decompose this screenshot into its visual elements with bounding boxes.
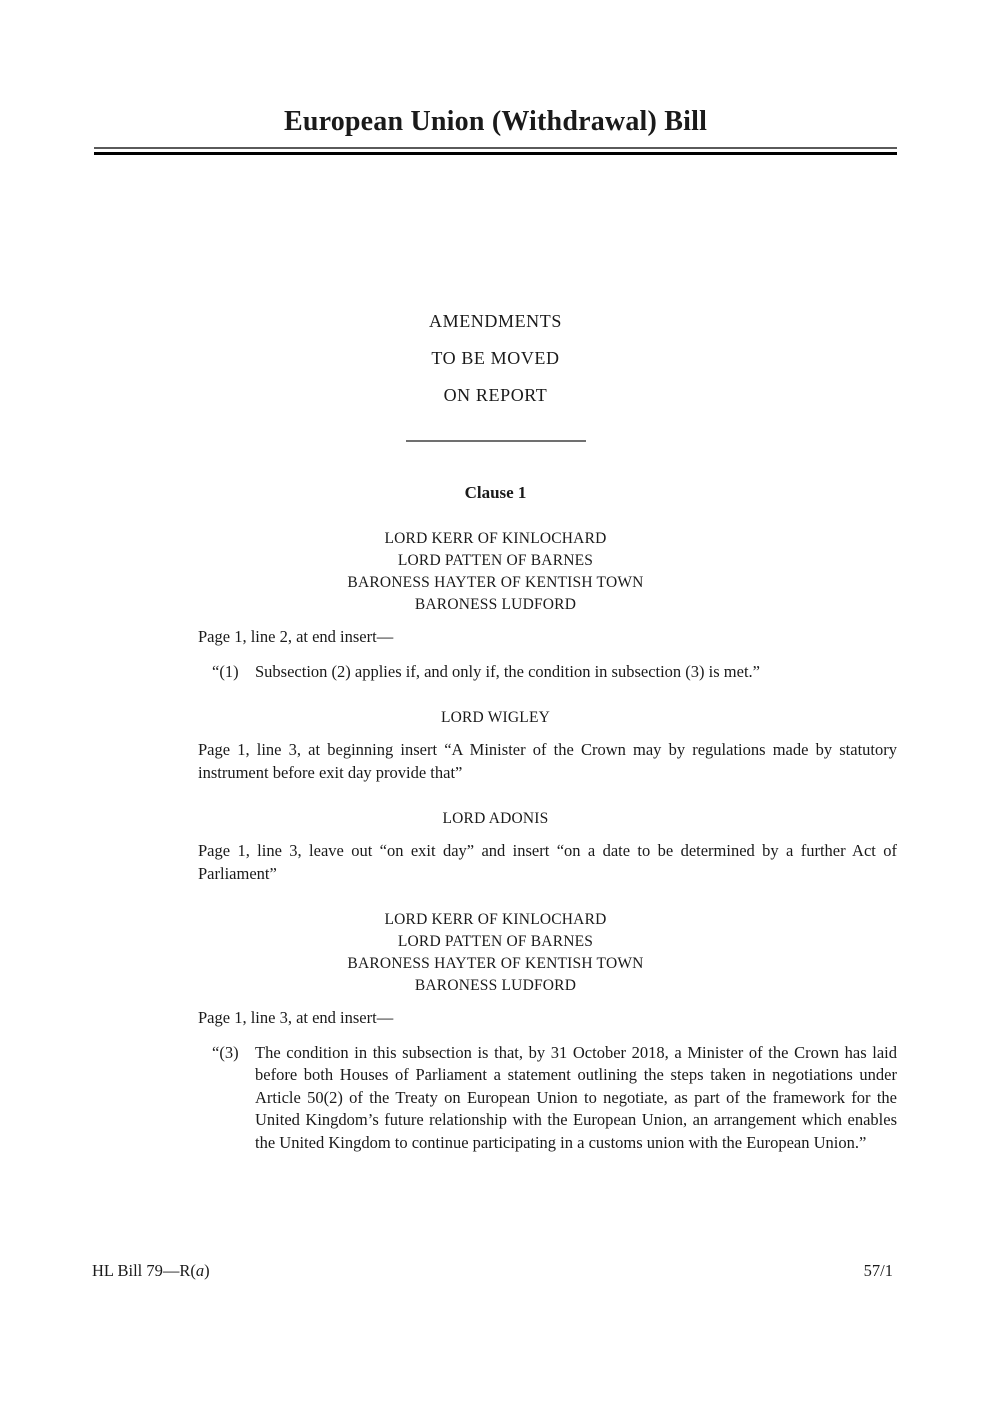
subsection-number: “(3)	[212, 1042, 239, 1062]
amendment-instruction: Page 1, line 2, at end insert—	[198, 627, 394, 646]
subsection-text: The condition in this subsection is that, by 31 October 2018, a Minister of the Crown has laid before both Houses of Parliament a statement outlining the steps taken in negotiations under Article 50(2) of the Treaty on European Union to negotiate, as part of the framework for the United Kingdom’s future relationship with the European Union, an arrangement which enables the United Kingdom to continue participating in a customs union with the European Union.”	[255, 1042, 897, 1152]
sponsor-name: LORD ADONIS	[442, 810, 549, 827]
sponsor-name: LORD PATTEN OF BARNES	[397, 552, 594, 569]
sponsor-name: BARONESS LUDFORD	[414, 977, 577, 994]
sponsor-list	[0, 808, 991, 830]
page-footer	[92, 1260, 893, 1282]
bill-reference-italic: a	[195, 1261, 205, 1280]
amendment-block-3	[0, 808, 991, 885]
title-rule	[94, 147, 897, 155]
heading-line-to-be-moved: TO BE MOVED	[431, 348, 560, 368]
clause-heading: Clause 1	[464, 483, 527, 502]
sponsor-name: LORD KERR OF KINLOCHARD	[384, 911, 607, 928]
sponsor-list	[0, 909, 991, 997]
amendment-number: 57/1	[863, 1261, 893, 1280]
amendment-block-2	[0, 707, 991, 784]
amendment-instruction: Page 1, line 3, leave out “on exit day” and insert “on a date to be determined by a further Act of Parliament”	[198, 841, 897, 883]
sponsor-name: BARONESS HAYTER OF KENTISH TOWN	[347, 574, 644, 591]
bill-reference-suffix: )	[204, 1261, 210, 1280]
sponsor-name: LORD KERR OF KINLOCHARD	[384, 530, 607, 547]
sponsor-name: LORD PATTEN OF BARNES	[397, 933, 594, 950]
amendment-subsection	[212, 1042, 897, 1155]
section-divider	[406, 440, 586, 442]
subsection-text: Subsection (2) applies if, and only if, the condition in subsection (3) is met.”	[255, 661, 760, 681]
sponsor-name: BARONESS LUDFORD	[414, 596, 577, 613]
bill-reference	[92, 1260, 210, 1282]
sponsor-list	[0, 707, 991, 729]
sponsor-name: LORD WIGLEY	[440, 709, 551, 726]
amendment-block-4	[0, 909, 991, 1154]
bill-reference-prefix: HL Bill 79—R(	[92, 1261, 196, 1280]
document-heading	[0, 303, 991, 414]
amendment-block-1	[0, 528, 991, 683]
subsection-number: “(1)	[212, 661, 239, 681]
sponsor-list	[0, 528, 991, 616]
page-title: European Union (Withdrawal) Bill	[283, 106, 708, 137]
amendment-instruction: Page 1, line 3, at end insert—	[198, 1008, 394, 1027]
sponsor-name: BARONESS HAYTER OF KENTISH TOWN	[347, 955, 644, 972]
heading-line-on-report: ON REPORT	[443, 385, 548, 405]
amendment-instruction: Page 1, line 3, at beginning insert “A Minister of the Crown may by regulations made by statutory instrument before exit day provide that”	[198, 740, 897, 782]
heading-line-amendments: AMENDMENTS	[428, 311, 562, 331]
amendment-subsection	[212, 661, 897, 684]
